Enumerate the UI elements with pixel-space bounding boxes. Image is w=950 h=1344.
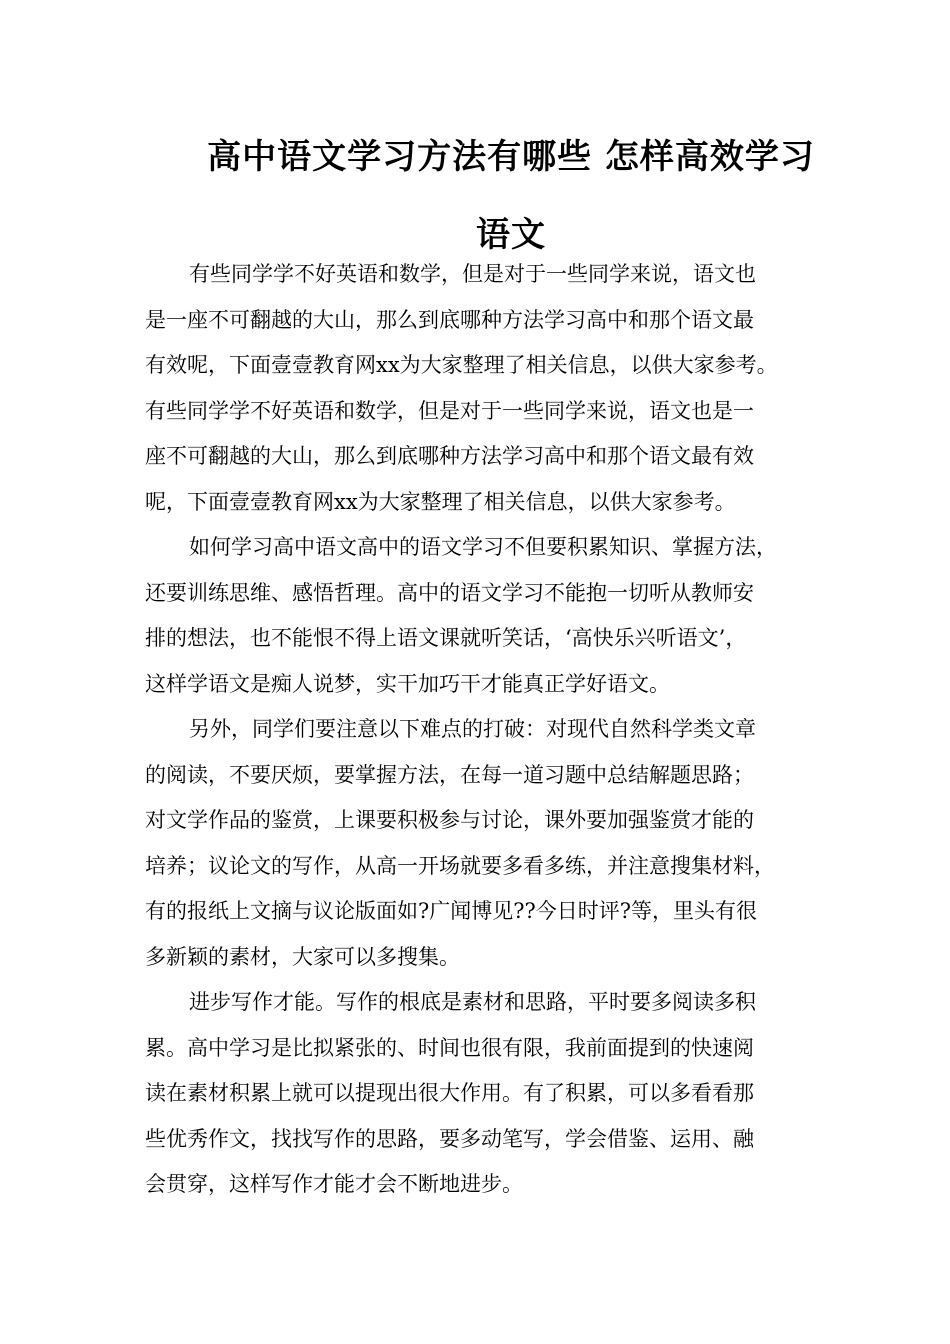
text-line: 排的想法，也不能恨不得上语文课就听笑话，‘高快乐兴听语文’， bbox=[145, 626, 747, 650]
document-title bbox=[145, 118, 877, 274]
title-line: 高中语文学习方法有哪些 怎样高效学习 bbox=[207, 137, 815, 177]
text-line: 些优秀作文，找找写作的思路，要多动笔写，学会借鉴、运用、融 bbox=[145, 1126, 754, 1151]
text-line: 有的报纸上文摘与议论版面如?广闻博见??今日时评?等，里头有很 bbox=[145, 899, 758, 923]
document-body bbox=[145, 252, 825, 1208]
paragraph bbox=[145, 525, 825, 707]
text-line: 还要训练思维、感悟哲理。高中的语文学习不能抱一切听从教师安 bbox=[145, 580, 754, 605]
text-line: 是一座不可翻越的大山，那么到底哪种方法学习高中和那个语文最 bbox=[145, 307, 754, 332]
text-line: 读在素材积累上就可以提现出很大作用。有了积累，可以多看看那 bbox=[145, 1081, 754, 1105]
title-line: 语文 bbox=[476, 215, 546, 255]
text-line: 这样学语文是痴人说梦，实干加巧干才能真正学好语文。 bbox=[145, 671, 670, 696]
text-line: 有些同学学不好英语和数学，但是对于一些同学来说，语文也是一 bbox=[145, 398, 754, 423]
text-line: 多新颖的素材，大家可以多搜集。 bbox=[145, 944, 460, 969]
text-line: 培养；议论文的写作，从高一开场就要多看多练，并注意搜集材料， bbox=[145, 853, 775, 878]
text-line: 对文学作品的鉴赏，上课要积极参与讨论，课外要加强鉴赏才能的 bbox=[145, 808, 754, 832]
text-line: 有些同学学不好英语和数学，但是对于一些同学来说，语文也 bbox=[189, 262, 756, 286]
text-line: 呢，下面壹壹教育网xx为大家整理了相关信息，以供大家参考。 bbox=[145, 489, 736, 514]
text-line: 累。高中学习是比拟紧张的、时间也很有限，我前面提到的快速阅 bbox=[145, 1035, 754, 1060]
text-line: 如何学习高中语文高中的语文学习不但要积累知识、掌握方法， bbox=[189, 535, 777, 559]
text-line: 进步写作才能。写作的根底是素材和思路，平时要多阅读多积 bbox=[189, 990, 756, 1014]
paragraph bbox=[145, 980, 825, 1208]
text-line: 座不可翻越的大山，那么到底哪种方法学习高中和那个语文最有效 bbox=[145, 444, 754, 468]
paragraph bbox=[145, 252, 825, 525]
paragraph bbox=[145, 707, 825, 980]
text-line: 另外，同学们要注意以下难点的打破：对现代自然科学类文章 bbox=[189, 717, 756, 741]
text-line: 有效呢，下面壹壹教育网xx为大家整理了相关信息，以供大家参考。 bbox=[145, 353, 778, 377]
text-line: 会贯穿，这样写作才能才会不断地进步。 bbox=[145, 1172, 523, 1196]
text-line: 的阅读，不要厌烦，要掌握方法，在每一道习题中总结解题思路； bbox=[145, 762, 754, 787]
